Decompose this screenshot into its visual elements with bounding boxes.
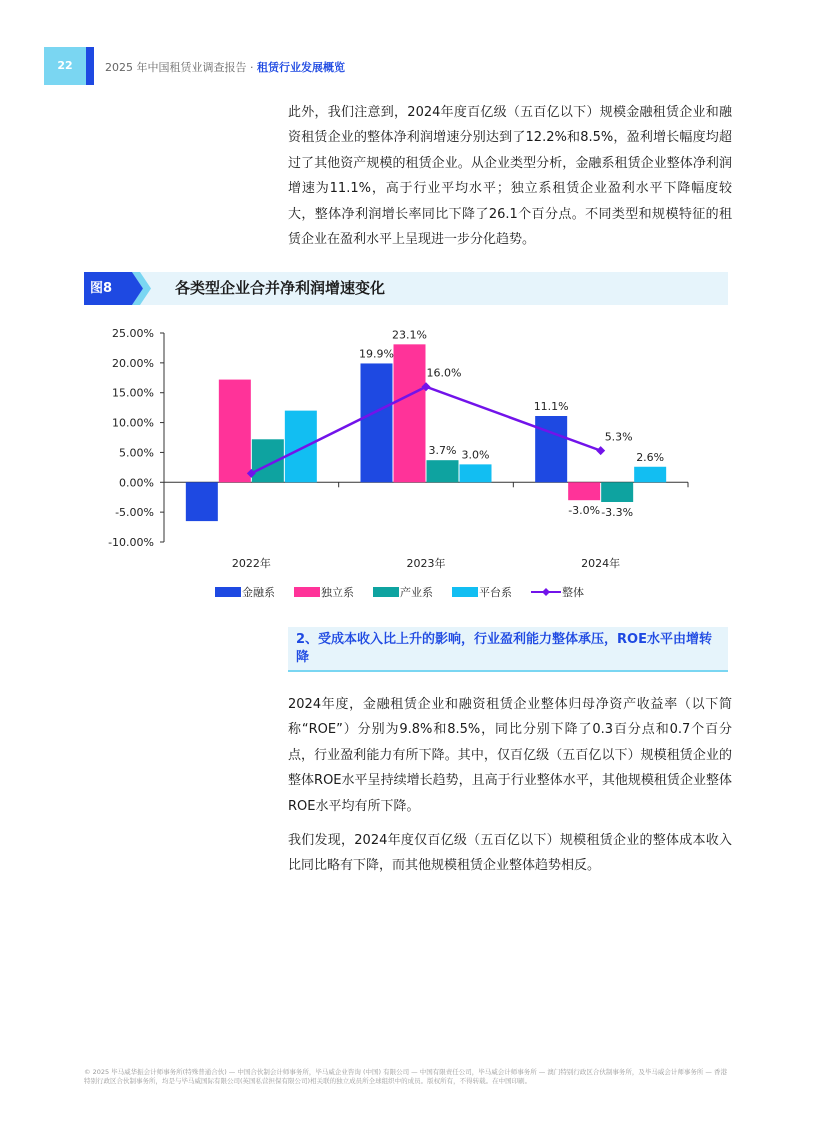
legend-swatch-产业系 [373, 587, 399, 597]
y-tick-label: 20.00% [112, 356, 154, 370]
page-number-badge [44, 47, 94, 85]
line-data-label: 5.3% [604, 430, 633, 444]
bar-独立系 [394, 344, 426, 482]
legend-label: 产业系 [400, 586, 433, 599]
y-tick-label: -5.00% [115, 506, 154, 520]
running-header [105, 59, 345, 75]
legend-label: 整体 [562, 586, 584, 599]
paragraph-cost-income: 我们发现，2024年度仅百亿级（五百亿以下）规模租赁企业的整体成本收入比同比略有下降，而其他规模租赁企业整体趋势相反。 [288, 833, 732, 874]
page-number: 22 [44, 47, 86, 85]
bar-data-label: -3.3% [601, 505, 634, 519]
bar-平台系 [460, 464, 492, 482]
bar-产业系 [427, 460, 459, 482]
bar-data-label: 3.7% [428, 444, 457, 458]
bar-data-label: 19.9% [359, 347, 394, 361]
bar-data-label: 3.0% [461, 448, 490, 462]
legend-swatch-平台系 [452, 587, 478, 597]
line-data-label: 16.0% [426, 366, 462, 380]
bar-data-label: 2.6% [636, 450, 665, 464]
paragraph-roe: 2024年度，金融租赁企业和融资租赁企业整体归母净资产收益率（以下简称“ROE”）分别为9.8%和8.5%，同比分别下降了0.3百分点和0.7个百分点，行业盈利能力有所下降。其中，仅百亿级（五百亿以下）规模租赁企业的整体ROE水平呈持续增长趋势，且高于行业整体水平，其他规模租赁企业整体ROE水平均有所下降。 [288, 697, 732, 814]
figure-header [84, 272, 728, 305]
y-tick-label: 0.00% [119, 476, 154, 490]
bar-data-label: 11.1% [533, 400, 569, 414]
legend-label: 独立系 [321, 586, 354, 599]
y-tick-label: 5.00% [119, 446, 154, 460]
figure-title: 各类型企业合并净利润增速变化 [175, 279, 386, 297]
net-profit-growth-chart [84, 318, 724, 608]
bar-独立系 [219, 380, 251, 483]
x-category-label: 2023年 [406, 557, 446, 570]
report-title: 2025 年中国租赁业调查报告 · [105, 61, 257, 74]
legend-swatch-独立系 [294, 587, 320, 597]
bar-平台系 [634, 467, 666, 483]
bar-金融系 [186, 482, 218, 521]
bar-独立系 [568, 482, 600, 500]
bar-data-label: 23.1% [392, 328, 427, 342]
legend-swatch-金融系 [215, 587, 241, 597]
y-tick-label: 25.00% [112, 327, 154, 340]
section-heading: 2、受成本收入比上升的影响，行业盈利能力整体承压，ROE水平由增转降 [296, 632, 712, 665]
bar-平台系 [285, 411, 317, 483]
legend-label: 平台系 [479, 586, 512, 599]
section-heading-box [288, 627, 728, 672]
bar-产业系 [601, 482, 633, 502]
figure-tag: 图8 [90, 281, 113, 296]
bar-金融系 [361, 363, 393, 482]
bar-金融系 [535, 416, 567, 482]
legend-marker-整体 [542, 588, 550, 596]
paragraph-profit-growth: 此外，我们注意到，2024年度百亿级（五百亿以下）规模金融租赁企业和融资租赁企业的整体净利润增速分别达到了12.2%和8.5%，盈利增长幅度均超过了其他资产规模的租赁企业。从企业类型分析，金融系租赁企业整体净利润增速为11.1%，高于行业平均水平；独立系租赁企业盈利水平下降幅度较大，整体净利润增长率同比下降了26.1个百分点。不同类型和规模特征的租赁企业在盈利水平上呈现进一步分化趋势。 [288, 105, 732, 248]
x-category-label: 2022年 [231, 557, 271, 570]
legend-label: 金融系 [242, 586, 275, 599]
y-tick-label: 15.00% [112, 386, 154, 400]
line-point-整体 [596, 446, 605, 455]
header-divider [90, 58, 93, 72]
y-tick-label: -10.00% [108, 536, 154, 549]
bar-data-label: -3.0% [568, 504, 601, 518]
y-tick-label: 10.00% [112, 416, 154, 430]
section-title: 租赁行业发展概览 [256, 61, 345, 74]
x-category-label: 2024年 [581, 557, 621, 570]
copyright-footer: © 2025 毕马威华振会计师事务所(特殊普通合伙) — 中国合伙制会计师事务所，毕马威企业咨询 (中国) 有限公司 — 中国有限责任公司，毕马威会计师事务所 — 澳门特别行政区合伙制事务所，及毕马威会计师事务所 — 香港特别行政区合伙制事务所，均是与毕马威国际有限公司(英国私营担保有限公司)相关联的独立成员所全球组织中的成员。版权所有，不得转载。在中国印刷。 [84, 1068, 727, 1085]
